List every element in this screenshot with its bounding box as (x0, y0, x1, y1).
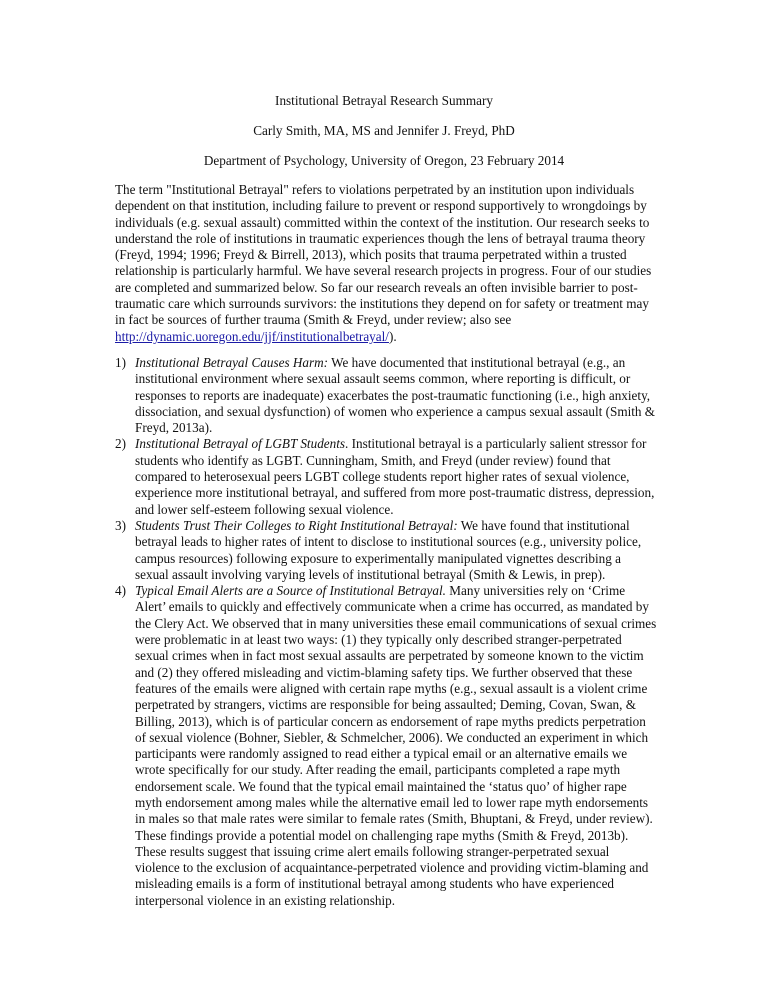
document-body (115, 182, 657, 909)
finding-text: We have documented that institutional betrayal (e.g., an institutional environment where sexual assault seems common, where reporting is difficult, or responses to reports are inadequate) exacerbates the post-traumatic functioning (i.e., high anxiety, dissociation, and sexual dysfunction) of women who experience a campus sexual assault (Smith & Freyd, 2013a). (135, 354, 656, 436)
findings-list (115, 355, 657, 909)
finding-text: We have found that institutional betrayal leads to higher rates of intent to disclose to institutional sources (e.g., university police, campus resources) following exposure to experimentally manipulated vignettes describing a sexual assault involving varying levels of institutional betrayal (Smith & Lewis, in prep). (135, 517, 642, 582)
finding-item-harm (115, 355, 657, 436)
finding-item-email-alerts (115, 583, 657, 909)
finding-heading: Institutional Betrayal of LGBT Students (135, 436, 346, 452)
intro-paragraph (115, 182, 657, 345)
finding-item-trust (115, 518, 657, 583)
finding-number: 1) (115, 354, 126, 370)
intro-after-link: ). (388, 328, 397, 344)
finding-heading: Typical Email Alerts are a Source of Institutional Betrayal. (135, 583, 446, 599)
finding-item-lgbt (115, 436, 657, 517)
intro-text: The term "Institutional Betrayal" refers to violations perpetrated by an institution upon individuals dependent on that institution, including failure to prevent or respond supportively to wrongdoings by individuals (e.g. sexual assault) committed within the context of the institution. Our research seeks to understand the role of institutions in traumatic experiences though the lens of betrayal trauma theory (Freyd, 1994; 1996; Freyd & Birrell, 2013), which posits that trauma perpetrated within a trusted relationship is particularly harmful. We have several research projects in progress. Four of our studies are completed and summarized below. So far our research reveals an often invisible barrier to post-traumatic care which surrounds survivors: the institutions they depend on for safety or treatment may in fact be sources of further trauma (Smith & Freyd, under review; also see (115, 182, 652, 328)
finding-number: 2) (115, 436, 126, 452)
finding-number: 4) (115, 583, 126, 599)
document-authors: Carly Smith, MA, MS and Jennifer J. Freyd, PhD (253, 123, 515, 138)
finding-text: . Institutional betrayal is a particularly salient stressor for students who identify as LGBT. Cunningham, Smith, and Freyd (under review) found that compared to heterosexual peers LGBT college students report higher rates of sexual violence, experience more institutional betrayal, and suffered from more post-traumatic distress, depression, and lower self-esteem following sexual violence. (135, 436, 655, 517)
finding-heading: Institutional Betrayal Causes Harm: (135, 354, 329, 370)
finding-number: 3) (115, 517, 126, 533)
finding-text: Many universities rely on ‘Crime Alert’ emails to quickly and effectively communicate when a crime has occurred, as mandated by the Clery Act. We observed that in many universities these email communications of sexual crimes were problematic in at least two ways: (1) they typically only described stranger-perpetrated sexual crimes when in fact most sexual assaults are perpetrated by someone known to the victim and (2) they offered misleading and victim-blaming safety tips. We further observed that these features of the emails were aligned with certain rape myths (e.g., sexual assault is a violent crime perpetrated by strangers, victims are responsible for being assaulted; Deming, Covan, Swan, & Billing, 2013), which is of particular concern as endorsement of rape myths predicts perpetration of sexual violence (Bohner, Siebler, & Schmelcher, 2006). We conducted an experiment in which participants were randomly assigned to read either a typical email or an alternative emails we wrote specifically for our study. After reading the email, participants completed a rape myth endorsement scale. We found that the typical email maintained the ‘status quo’ of higher rape myth endorsement among males while the alternative email led to lower rape myth endorsements in males so that male rates were similar to female rates (Smith, Bhuptani, & Freyd, under review). These findings provide a potential model on challenging rape myths (Smith & Freyd, 2013b). These results suggest that issuing crime alert emails following stranger-perpetrated sexual violence to the exclusion of acquaintance-perpetrated violence and providing victim-blaming and misleading emails is a form of institutional betrayal among students who have experienced interpersonal violence in an existing relationship. (135, 583, 657, 908)
institutional-betrayal-link[interactable]: http://dynamic.uoregon.edu/jjf/institutionalbetrayal/ (115, 328, 389, 344)
document-affiliation: Department of Psychology, University of Oregon, 23 February 2014 (203, 153, 565, 168)
document-title: Institutional Betrayal Research Summary (275, 93, 493, 108)
finding-heading: Students Trust Their Colleges to Right Institutional Betrayal: (135, 517, 458, 533)
